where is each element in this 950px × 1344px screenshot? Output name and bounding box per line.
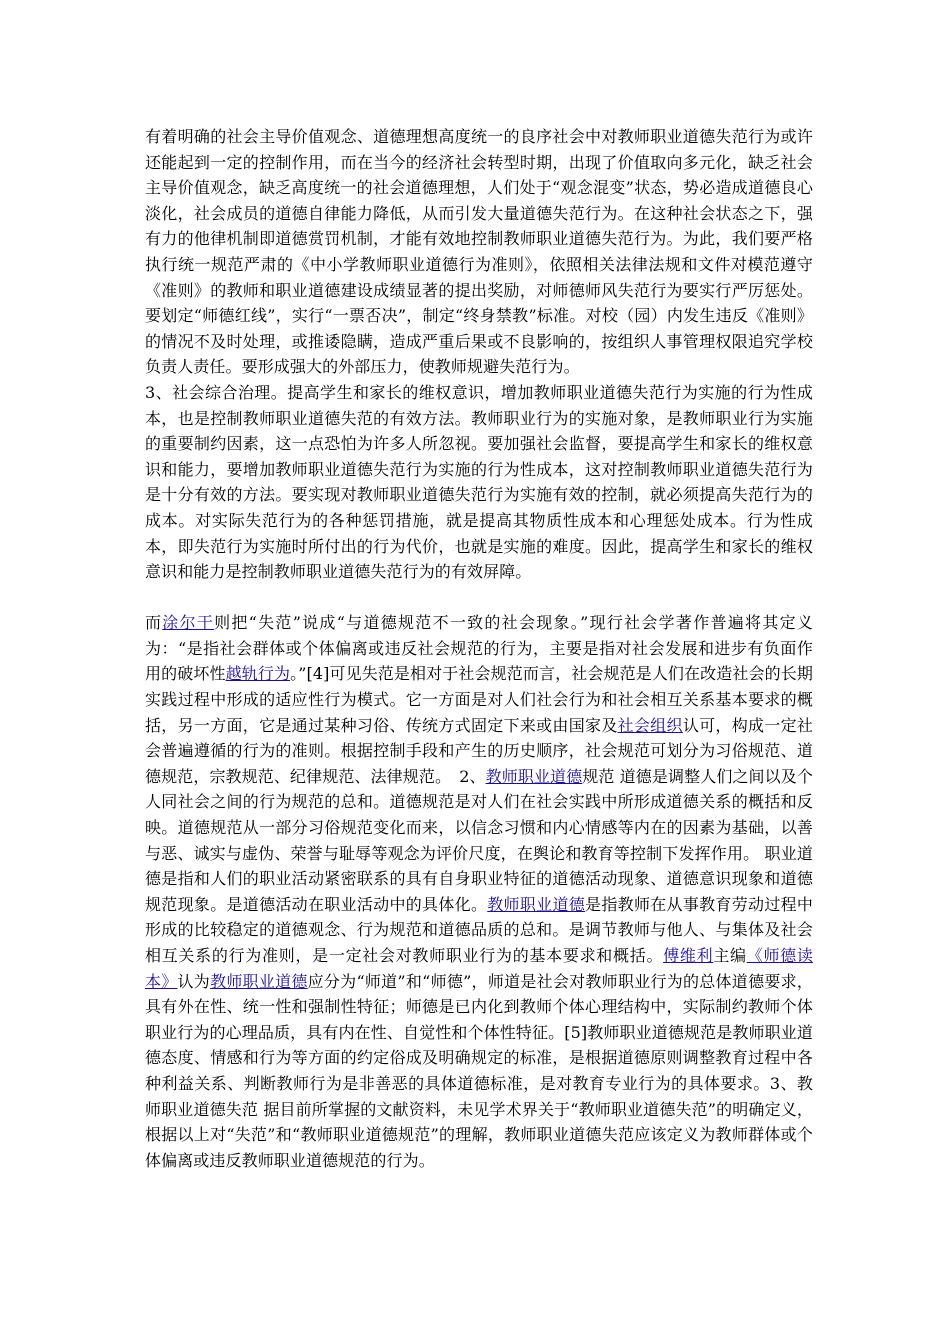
paragraph-spacer — [145, 585, 813, 611]
link-durkheim[interactable]: 涂尔干 — [162, 613, 215, 633]
paragraph-moral-sanctions: 有着明确的社会主导价值观念、道德理想高度统一的良序社会中对教师职业道德失范行为或许还能起到一定的控制作用，而在当今的经济社会转型时期，出现了价值取向多元化，缺乏社会主导价值观念，缺乏高度统一的社会道德理想，人们处于“观念混变”状态，势必造成道德良心淡化，社会成员的道德自律能力降低，从而引发大量道德失范行为。在这种社会状态之下，强有力的他律机制即道德赏罚机制，才能有效地控制教师职业道德失范行为。为此，我们要严格执行统一规范严肃的《中小学教师职业道德行为准则》，依照相关法律法规和文件对模范遵守《准则》的教师和职业道德建设成绩显著的提出奖励，对师德师风失范行为要实行严厉惩处。要划定“师德红线”，实行“一票否决”，制定“终身禁教”标准。对校（园）内发生违反《准则》的情况不及时处理，或推诿隐瞒，造成严重后果或不良影响的，按组织人事管理权限追究学校负责人责任。要形成强大的外部压力，使教师规避失范行为。 — [145, 127, 813, 377]
text-run: 规范 道德是调整人们之间以及个人同社会之间的行为规范的总和。道德规范是对人们在社会实践中所形成道德关系的概括和反映。道德规范从一部分习俗规范变化而来，以信念习惯和内心情感等内在的因素为基础，以善与恶、诚实与虚伪、荣誉与耻辱等观念为评价尺度，在舆论和教育等控制下发挥作用。 职业道德是指和人们的职业活动紧密联系的具有自身职业特征的道德活动现象、道德意识现象和道德规范现象。是道德活动在职业活动中的具体化。 — [145, 766, 813, 914]
document-page — [145, 124, 813, 1173]
link-teacher-professional-ethics[interactable]: 教师职业道德 — [210, 971, 308, 991]
text-run: 认可，构成一定社会普遍遵循的行为的准则。根据控制手段和产生的历史顺序，社会规范可划分为习俗规范、道德规范，宗教规范、纪律规范、法律规范。 2、 — [145, 715, 814, 786]
text-run: 则把“失范”说成“与道德规范不一致的社会现象。”现行社会学著作普遍将其定义为：“是指社会群体或个体偏离或违反社会规范的行为，主要是指对社会发展和进步有负面作用的破坏性 — [145, 613, 813, 684]
link-ethics-reader[interactable]: 《师德读本》 — [145, 946, 813, 991]
text-run: 应分为“师道”和“师德”，师道是社会对教师职业行为的总体道德要求，具有外在性、统一性和强制性特征；师德是已内化到教师个体心理结构中，实际制约教师个体职业行为的心理品质，具有内在性、自觉性和个体性特征。[5]教师职业道德规范是教师职业道德态度、情感和行为等方面的约定俗成及明确规定的标准，是根据道德原则调整教育过程中各种利益关系、判断教师行为是非善恶的具体道德标准，是对教育专业行为的具体要求。3、教师职业道德失范 据目前所掌握的文献资料，未见学术界关于“教师职业道德失范”的明确定义，根据以上对“失范”和“教师职业道德规范”的理解，教师职业道德失范应该定义为教师群体或个体偏离或违反教师职业道德规范的行为。 — [145, 971, 813, 1170]
text-run: 是指教师在从事教育劳动过程中形成的比较稳定的道德观念、行为规范和道德品质的总和。是调节教师与他人、与集体及社会相互关系的行为准则，是一定社会对教师职业行为的基本要求和概括。 — [145, 894, 814, 965]
link-social-organization[interactable]: 社会组织 — [617, 715, 683, 735]
link-deviant-behavior[interactable]: 越轨行为 — [225, 664, 291, 684]
link-fu-weili[interactable]: 傅维利 — [663, 946, 714, 965]
link-teacher-professional-ethics[interactable]: 教师职业道德 — [487, 894, 586, 914]
paragraph-definitions — [145, 610, 813, 1173]
text-run: 认为 — [177, 971, 211, 991]
paragraph-social-governance: 3、社会综合治理。提高学生和家长的维权意识，增加教师职业道德失范行为实施的行为性成本，也是控制教师职业道德失范的有效方法。教师职业行为的实施对象，是教师职业行为实施的重要制约因素，这一点恐怕为许多人所忽视。要加强社会监督，要提高学生和家长的维权意识和能力，要增加教师职业道德失范行为实施的行为性成本，这对控制教师职业道德失范行为是十分有效的方法。要实现对教师职业道德失范行为实施有效的控制，就必须提高失范行为的成本。对实际失范行为的各种惩罚措施，就是提高其物质性成本和心理惩处成本。行为性成本，即失范行为实施时所付出的行为代价，也就是实施的难度。因此，提高学生和家长的维权意识和能力是控制教师职业道德失范行为的有效屏障。 — [145, 382, 813, 582]
text-run: 。”[4]可见失范是相对于社会规范而言，社会规范是人们在改造社会的长期实践过程中形成的适应性行为模式。它一方面是对人们社会行为和社会相互关系基本要求的概括，另一方面，它是通过某种习俗、传统方式固定下来或由国家及 — [145, 664, 813, 735]
text-run: 而 — [145, 613, 163, 633]
link-teacher-professional-ethics[interactable]: 教师职业道德 — [485, 766, 583, 786]
text-run: 主编 — [713, 946, 747, 965]
